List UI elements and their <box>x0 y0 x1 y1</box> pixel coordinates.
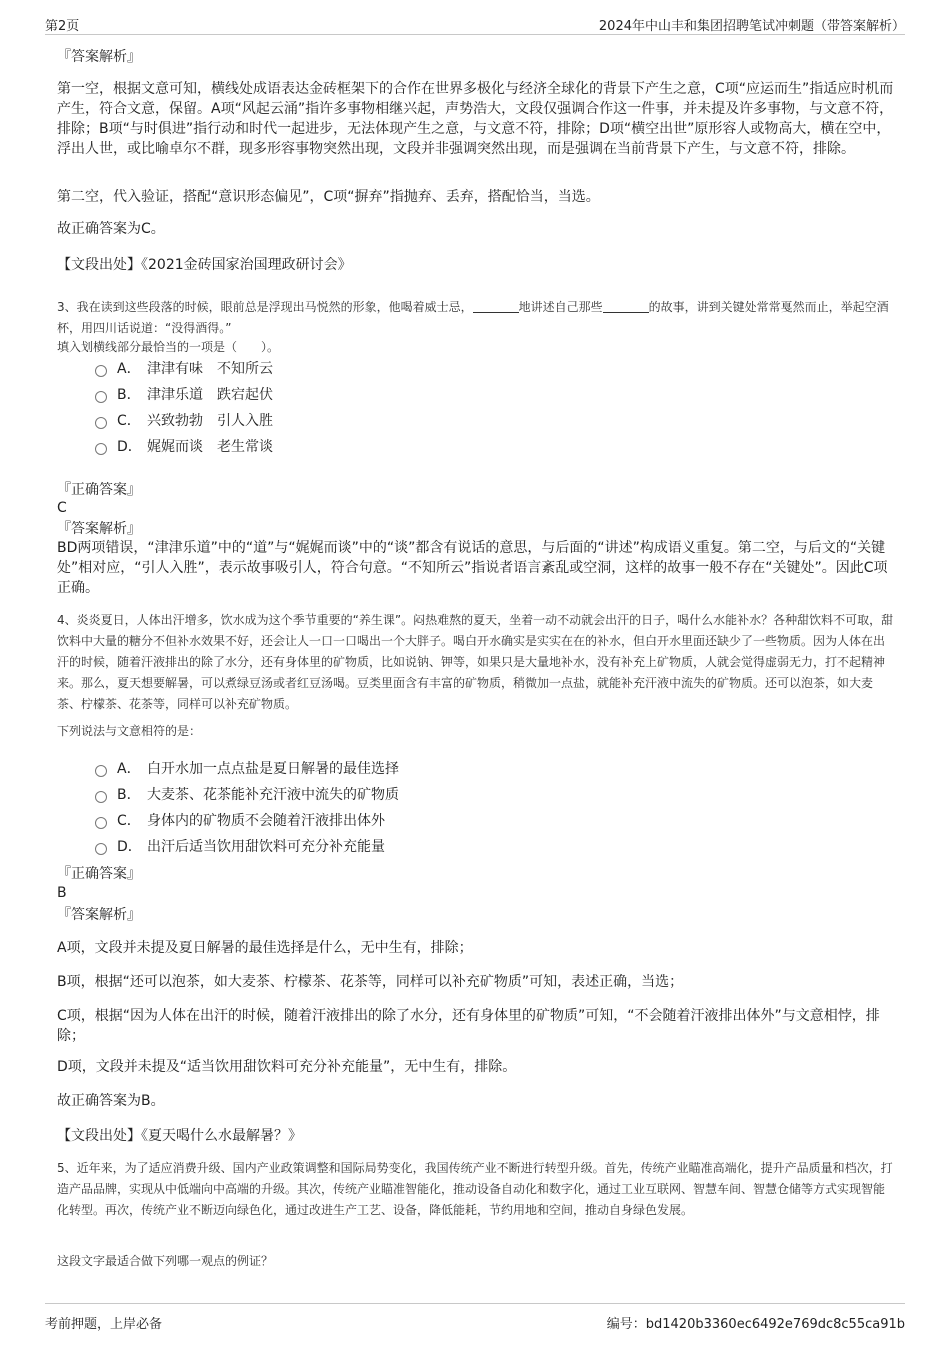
q3-correct-label: 『正确答案』 <box>57 482 141 498</box>
radio-icon[interactable] <box>95 817 107 829</box>
q4-option-b[interactable]: B． 大麦茶、花茶能补充汗液中流失的矿物质 <box>95 782 399 808</box>
radio-icon[interactable] <box>95 391 107 403</box>
q3-option-d[interactable]: D． 娓娓而谈 老生常谈 <box>95 434 273 460</box>
q4-option-c[interactable]: C． 身体内的矿物质不会随着汗液排出体外 <box>95 808 399 834</box>
q3-option-a[interactable]: A． 津津有味 不知所云 <box>95 356 273 382</box>
q4-correct-label: 『正确答案』 <box>57 866 141 882</box>
page-number: 第2页 <box>45 19 80 34</box>
q4-correct-answer: B <box>57 885 67 901</box>
q2-analysis-label: 『答案解析』 <box>57 49 141 65</box>
q5-instruction: 这段文字最适合做下列哪一观点的例证？ <box>57 1254 274 1268</box>
q2-analysis-para2: 第二空，代入验证，搭配“意识形态偏见”，C项“摒弃”指抛弃、丢弃，搭配恰当，当选。 <box>57 189 600 205</box>
q4-analysis-d: D项，文段并未提及“适当饮用甜饮料可充分补充能量”，无中生有，排除。 <box>57 1059 517 1075</box>
q4-analysis-c: C项，根据“因为人体在出汗的时候，随着汗液排出的除了水分，还有身体里的矿物质”可知，“不会随着汗液排出体外”与文意相悖，排除； <box>57 1008 880 1044</box>
radio-icon[interactable] <box>95 765 107 777</box>
q4-option-a[interactable]: A． 白开水加一点点盐是夏日解暑的最佳选择 <box>95 756 399 782</box>
document-id: 编号：bd1420b3360ec6492e769dc8c55ca91b <box>606 1317 905 1332</box>
q3-options <box>95 356 273 460</box>
q3-instruction: 填入划横线部分最恰当的一项是（ ）。 <box>57 340 280 354</box>
q4-analysis-a: A项，文段并未提及夏日解暑的最佳选择是什么，无中生有，排除； <box>57 940 473 956</box>
q3-correct-answer: C <box>57 500 67 516</box>
radio-icon[interactable] <box>95 417 107 429</box>
footer-slogan: 考前押题，上岸必备 <box>45 1317 163 1332</box>
q3-question-text: 3、我在读到这些段落的时候，眼前总是浮现出马悦然的形象，他喝着威士忌， 地讲述自己那些 的故事，讲到关键处常常戛然而止，举起空酒杯，用四川话说道：“没得酒得。” <box>57 300 889 335</box>
radio-icon[interactable] <box>95 843 107 855</box>
q4-conclusion: 故正确答案为B。 <box>57 1093 165 1109</box>
answer-blank <box>603 298 649 313</box>
q2-source: 【文段出处】《2021金砖国家治国理政研讨会》 <box>57 257 352 273</box>
radio-icon[interactable] <box>95 443 107 455</box>
q3-analysis-label: 『答案解析』 <box>57 521 141 537</box>
q3-analysis: BD两项错误，“津津乐道”中的“道”与“娓娓而谈”中的“谈”都含有说话的意思，与后面的“讲述”构成语义重复。第二空，与后文的“关键处”相对应，“引人入胜”，表示故事吸引人，符合句意。“不知所云”指说者语言紊乱或空洞，这样的故事一般不存在“关键处”。因此C项正确。 <box>57 540 888 596</box>
q4-option-d[interactable]: D． 出汗后适当饮用甜饮料可充分补充能量 <box>95 834 399 860</box>
q2-conclusion: 故正确答案为C。 <box>57 221 165 237</box>
q4-instruction: 下列说法与文意相符的是： <box>57 724 202 738</box>
q5-question-text: 5、近年来，为了适应消费升级、国内产业政策调整和国际局势变化，我国传统产业不断进行转型升级。首先，传统产业瞄准高端化，提升产品质量和档次，打造产品品牌，实现从中低端向中高端的升级。其次，传统产业瞄准智能化，推动设备自动化和数字化，通过工业互联网、智慧车间、智慧仓储等方式实现智能化转型。再次，传统产业不断迈向绿色化，通过改进生产工艺、设备，降低能耗，节约用地和空间，推动自身绿色发展。 <box>57 1161 893 1217</box>
document-title: 2024年中山丰和集团招聘笔试冲刺题（带答案解析） <box>598 19 905 34</box>
q4-options <box>95 756 399 860</box>
answer-blank <box>473 298 519 313</box>
q4-analysis-label: 『答案解析』 <box>57 907 141 923</box>
q4-analysis-b: B项，根据“还可以泡茶，如大麦茶、柠檬茶、花茶等，同样可以补充矿物质”可知，表述正确，当选； <box>57 974 684 990</box>
page-footer <box>45 1303 905 1332</box>
q4-question-text: 4、炎炎夏日，人体出汗增多，饮水成为这个季节重要的“养生课”。闷热难熬的夏天，坐着一动不动就会出汗的日子，喝什么水能补水？各种甜饮料不可取，甜饮料中大量的糖分不但补水效果不好，还会让人一口一口喝出一个大胖子。喝白开水确实是实实在在的补水，但白开水里面还缺少了一些物质。因为人体在出汗的时候，随着汗液排出的除了水分，还有身体里的矿物质，比如说钠、钾等，如果只是大量地补水，没有补充上矿物质，人就会觉得虚弱无力，打不起精神来。那么，夏天想要解暑，可以煮绿豆汤或者红豆汤喝。豆类里面含有丰富的矿物质，稍微加一点盐，就能补充汗液中流失的矿物质。还可以泡茶，如大麦茶、柠檬茶、花茶等，同样可以补充矿物质。 <box>57 613 894 711</box>
radio-icon[interactable] <box>95 791 107 803</box>
q3-option-b[interactable]: B． 津津乐道 跌宕起伏 <box>95 382 273 408</box>
q4-source: 【文段出处】《夏天喝什么水最解暑？》 <box>57 1128 302 1144</box>
q3-option-c[interactable]: C． 兴致勃勃 引人入胜 <box>95 408 273 434</box>
page-header <box>45 12 905 35</box>
q2-analysis-para1: 第一空，根据文意可知，横线处成语表达金砖框架下的合作在世界多极化与经济全球化的背景下产生之意，C项“应运而生”指适应时机而产生，符合文意，保留。A项“风起云涌”指许多事物相继兴起，声势浩大，文段仅强调合作这一件事，并未提及许多事物，与文意不符，排除；B项“与时俱进”指行动和时代一起进步，无法体现产生之意，与文意不符，排除；D项“横空出世”原形容人或物高大，横在空中，浮出人世，或比喻卓尔不群，现多形容事物突然出现，文段并非强调突然出现，而是强调在当前背景下产生，与文意不符，排除。 <box>57 81 894 157</box>
radio-icon[interactable] <box>95 365 107 377</box>
